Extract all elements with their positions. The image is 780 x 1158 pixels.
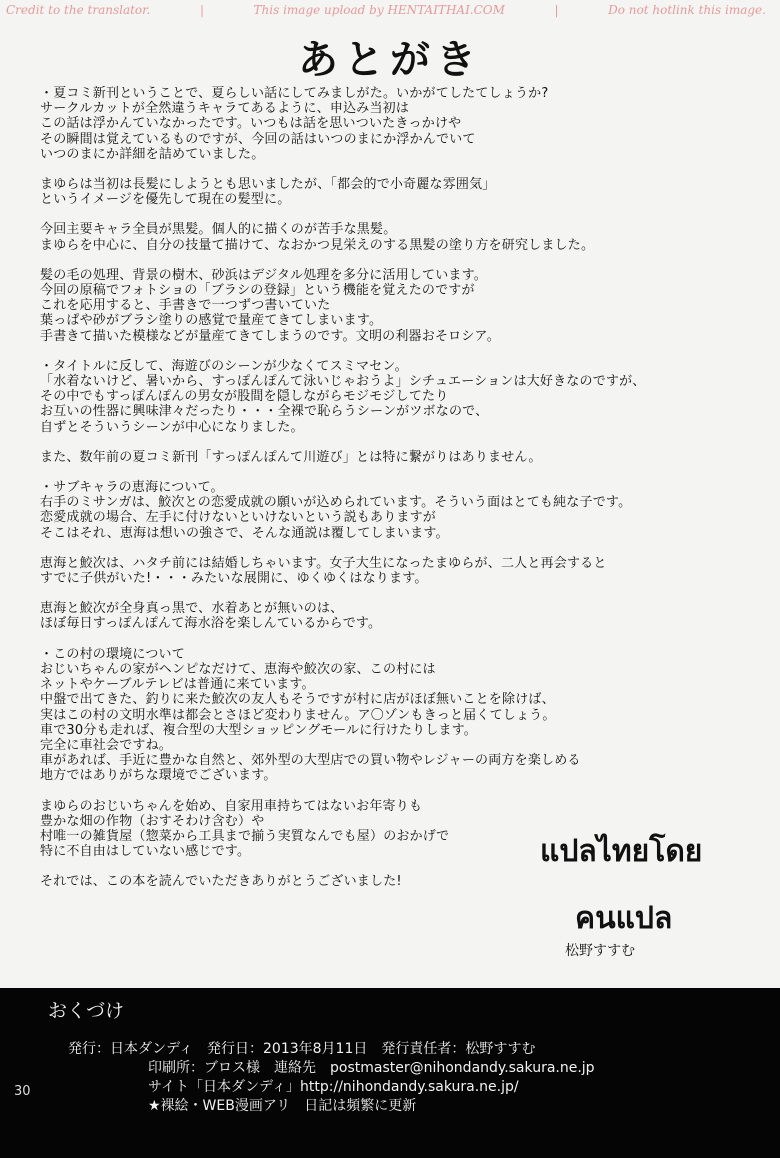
paragraph [40, 450, 740, 465]
paragraph [40, 359, 740, 435]
paragraph-line: 車があれば、手近に豊かな自然と、郊外型の大型店での買い物やレジャーの両方を楽しめる [40, 753, 581, 769]
colophon-line-publisher: 発行：日本ダンディ 発行日：2013年8月11日 発行責任者：松野すすむ [68, 1041, 536, 1057]
colophon-heading: おくづけ [48, 1000, 125, 1022]
paragraph-line: この話は浮かんていなかったです。いつもは話を思いついたきっかけや [40, 116, 462, 132]
paragraph [40, 268, 740, 344]
watermark-upload: This image upload by HENTAITHAI.COM [253, 3, 505, 17]
paragraph-line: というイメージを優先して現在の髪型に。 [40, 192, 291, 208]
translator-credit-line2: คนแปล [575, 901, 673, 936]
paragraph-line: サークルカットが全然違うキャラてあるように、申込み当初は [40, 101, 410, 117]
paragraph-line: ・この村の環境について [40, 646, 185, 662]
watermark-separator: | [199, 3, 204, 17]
paragraph-line: 手書きて描いた模様などが量産てきてしまうのです。文明の利器おそロシア。 [40, 328, 500, 344]
watermark-credit: Credit to the translator. [6, 3, 151, 17]
paragraph-line: それでは、この本を読んでいただきありがとうございました! [40, 874, 402, 890]
paragraph [40, 874, 740, 889]
paragraph-line: まゆらは当初は長髪にしようとも思いましたが、「都会的で小奇麗な雰囲気」 [40, 177, 496, 193]
translator-credit-line1: แปลไทยโดย [540, 834, 703, 869]
watermark-hotlink: Do not hotlink this image. [608, 3, 766, 17]
colophon-line-site: サイト「日本ダンディ」http://nihondandy.sakura.ne.jp/ [148, 1079, 519, 1095]
colophon-lines [68, 1040, 595, 1116]
paragraph-line: その中でもすっぽんぽんの男女が股間を隠しながらモジモジしてたり [40, 389, 449, 405]
paragraph-line: まゆらのおじいちゃんを始め、自家用車持ちてはないお年寄りも [40, 798, 423, 814]
paragraph-line: 今回主要キャラ全員が黒髪。個人的に描くのが苦手な黒髪。 [40, 222, 397, 238]
paragraph-line: また、数年前の夏コミ新刊「すっぽんぽんて川遊び」とは特に繋がりはありません。 [40, 449, 542, 465]
paragraph-line: 葉っぱや砂がブラシ塗りの感覚で量産てきてしまいます。 [40, 313, 383, 329]
paragraph-line: 今回の原稿でフォトショの「ブラシの登録」という機能を覚えたのですが [40, 283, 475, 299]
paragraph [40, 647, 740, 784]
paragraph [40, 556, 740, 586]
watermark-separator: | [554, 3, 559, 17]
paragraph-line: いつのまにか詳細を詰めていました。 [40, 146, 265, 162]
paragraph-line: これを応用すると、手書きで一つずつ書いていた [40, 298, 331, 314]
paragraph-line: まゆらを中心に、自分の技量て描けて、なおかつ見栄えのする黒髪の塗り方を研究しました。 [40, 237, 595, 253]
afterword-body [40, 86, 740, 905]
paragraph-line: 「水着ないけど、暑いから、すっぽんぽんて泳いじゃおうよ」シチュエーションは大好きなのですが、 [40, 374, 646, 390]
paragraph-line: ・夏コミ新刊ということで、夏らしい話にしてみましがた。いかがてしたてしょうか? [40, 86, 549, 101]
paragraph [40, 86, 740, 162]
paragraph-line: 右手のミサンガは、鮫次との恋愛成就の願いが込められています。そういう面はとても純な子です。 [40, 495, 632, 511]
paragraph [40, 480, 740, 541]
paragraph-line: ・サブキャラの恵海について。 [40, 480, 224, 496]
paragraph-line: そこはそれ、恵海は想いの強さで、そんな通説は覆してしまいます。 [40, 525, 449, 541]
paragraph-line: 恵海と鮫次は、ハタチ前には結婚しちゃいます。女子大生になったまゆらが、二人と再会すると [40, 555, 607, 571]
paragraph-line: すでに子供がいた!・・・みたいな展開に、ゆくゆくはなります。 [40, 571, 428, 587]
paragraph-line: 恵海と鮫次が全身真っ黒で、水着あとが無いのは、 [40, 601, 344, 617]
paragraph-line: ・タイトルに反して、海遊びのシーンが少なくてスミマセン。 [40, 358, 408, 374]
paragraph-line: 恋愛成就の場合、左手に付けないといけないという説もありますが [40, 510, 437, 526]
paragraph-line: お互いの性器に興味津々だったり・・・全裸で恥らうシーンがツボなので、 [40, 404, 489, 420]
paragraph-line: 村唯一の雑貨屋（惣菜から工具まで揃う実質なんでも屋）のおかげで [40, 828, 450, 844]
paragraph [40, 177, 740, 207]
paragraph-line: 車で30分も走れば、複合型の大型ショッピングモールに行けたりします。 [40, 722, 478, 738]
watermark-bar [0, 0, 780, 20]
page-number: 30 [14, 1084, 31, 1099]
paragraph-line: 髪の毛の処理、背景の樹木、砂浜はデジタル処理を多分に活用しています。 [40, 267, 487, 283]
paragraph-line: 完全に車社会ですね。 [40, 737, 173, 753]
colophon [0, 988, 780, 1158]
paragraph-line: 自ずとそういうシーンが中心になりました。 [40, 419, 304, 435]
author-signature: 松野すすむ [565, 943, 636, 959]
paragraph-line: 地方ではありがちな環境でございます。 [40, 768, 277, 784]
paragraph-line: 豊かな畑の作物（おすそわけ含む）や [40, 813, 265, 829]
paragraph-line: 実はこの村の文明水準は都会とさほど変わりません。ア〇ゾンもきっと届くてしょう。 [40, 707, 556, 723]
paragraph [40, 601, 740, 631]
paragraph [40, 222, 740, 252]
paragraph-line: 特に不自由はしていない感じです。 [40, 844, 251, 860]
paragraph-line: おじいちゃんの家がヘンピなだけて、恵海や鮫次の家、この村には [40, 661, 436, 677]
page-title: あとがき [298, 37, 482, 83]
paragraph-line: ネットやケーブルテレビは普通に来ています。 [40, 677, 315, 693]
paragraph-line: ほぼ毎日すっぽんぽんて海水浴を楽しんているからです。 [40, 616, 382, 632]
paragraph-line: その瞬間は覚えているものですが、今回の話はいつのまにか浮かんでいて [40, 131, 476, 147]
colophon-line-printer: 印刷所：ブロス様 連絡先 postmaster@nihondandy.sakura.ne.jp [148, 1060, 595, 1076]
colophon-line-note: ★裸絵・WEB漫画アリ 日記は頻繁に更新 [148, 1098, 417, 1114]
paragraph-line: 中盤で出てきた、釣りに来た鮫次の友人もそうですが村に店がほぼ無いことを除けば、 [40, 692, 555, 708]
